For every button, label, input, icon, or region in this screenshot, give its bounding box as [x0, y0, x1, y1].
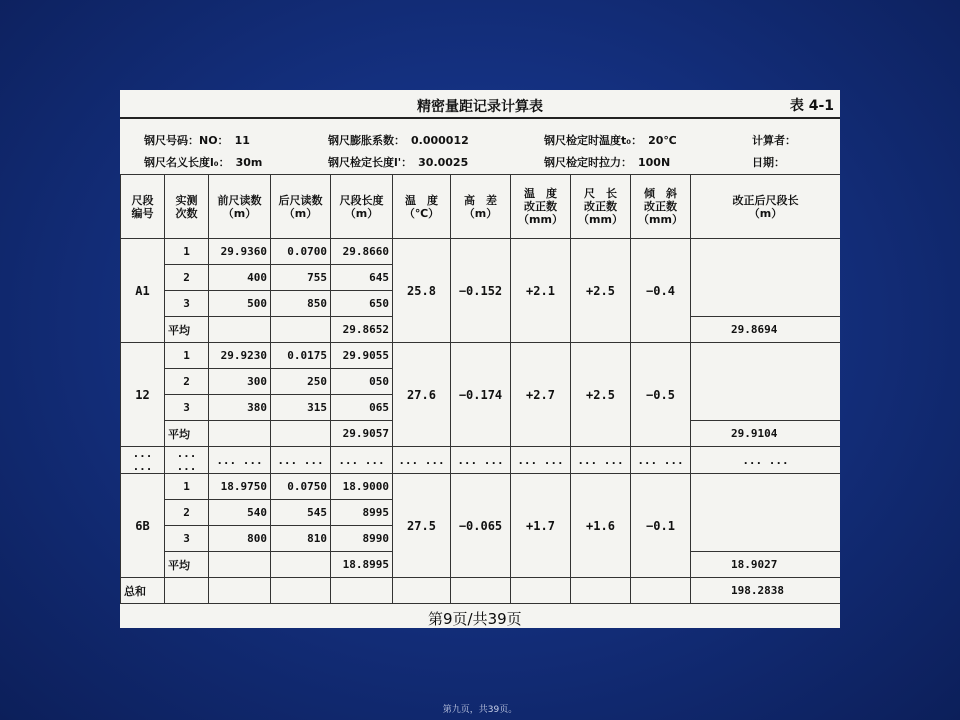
- header-row: [121, 175, 841, 239]
- back-reading: 0.0700: [271, 239, 331, 265]
- col-header: 实测 次数: [165, 175, 209, 239]
- ellipsis-cell: ... ...: [511, 447, 571, 474]
- segment-id: 12: [121, 343, 165, 447]
- col-header: 前尺读数 （m）: [209, 175, 271, 239]
- col-header: 温 度 （℃）: [393, 175, 451, 239]
- trial-number: 2: [165, 265, 209, 291]
- temperature: 27.5: [393, 474, 451, 578]
- front-reading: [209, 317, 271, 343]
- slide-footer: 第九页，共39页。: [442, 705, 518, 715]
- nominal-length: 钢尺名义长度l₀： 30m: [144, 156, 263, 169]
- calculator: 计算者：: [752, 134, 796, 147]
- back-reading: 0.0175: [271, 343, 331, 369]
- temperature: 25.8: [393, 239, 451, 343]
- table-row: [121, 239, 841, 265]
- trial-number: 3: [165, 291, 209, 317]
- average-length: 29.9057: [331, 421, 393, 447]
- date: 日期：: [752, 156, 785, 169]
- ellipsis-row: [121, 447, 841, 474]
- page-indicator: 第9页/共39页: [428, 610, 522, 628]
- empty-cell: [571, 578, 631, 604]
- ellipsis-cell: ... ...: [165, 447, 209, 474]
- temperature: 27.6: [393, 343, 451, 447]
- front-reading: 380: [209, 395, 271, 421]
- corrected-length-blank: [691, 474, 841, 552]
- trial-number: 1: [165, 343, 209, 369]
- segment-length: 050: [331, 369, 393, 395]
- total-label: 总和: [121, 578, 165, 604]
- temperature-correction: +1.7: [511, 474, 571, 578]
- calibration-temperature: 钢尺检定时温度t₀： 20℃: [544, 134, 677, 147]
- back-reading: 810: [271, 526, 331, 552]
- average-label: 平均: [165, 421, 209, 447]
- empty-cell: [451, 578, 511, 604]
- empty-cell: [393, 578, 451, 604]
- table-number: 表 4-1: [789, 98, 834, 114]
- calibration-length: 钢尺检定长度l'： 30.0025: [328, 156, 469, 169]
- back-reading: 0.0750: [271, 474, 331, 500]
- corrected-length: 29.8694: [691, 317, 841, 343]
- average-length: 29.8652: [331, 317, 393, 343]
- empty-cell: [631, 578, 691, 604]
- col-header: 尺 长 改正数 （mm）: [571, 175, 631, 239]
- back-reading: 545: [271, 500, 331, 526]
- col-header: 改正后尺段长 （m）: [691, 175, 841, 239]
- ellipsis-cell: ... ...: [209, 447, 271, 474]
- average-label: 平均: [165, 317, 209, 343]
- length-correction: +2.5: [571, 343, 631, 447]
- tilt-correction: −0.1: [631, 474, 691, 578]
- front-reading: 18.9750: [209, 474, 271, 500]
- trial-number: 2: [165, 500, 209, 526]
- corrected-length-blank: [691, 343, 841, 421]
- ellipsis-cell: ... ...: [393, 447, 451, 474]
- total-length: 198.2838: [691, 578, 841, 604]
- table-row: [121, 343, 841, 369]
- expansion-coefficient: 钢尺膨胀系数： 0.000012: [328, 134, 469, 147]
- segment-length: 065: [331, 395, 393, 421]
- empty-cell: [331, 578, 393, 604]
- back-reading: 755: [271, 265, 331, 291]
- tilt-correction: −0.4: [631, 239, 691, 343]
- total-row: [121, 578, 841, 604]
- front-reading: 540: [209, 500, 271, 526]
- back-reading: 250: [271, 369, 331, 395]
- front-reading: 400: [209, 265, 271, 291]
- col-header: 温 度 改正数 （mm）: [511, 175, 571, 239]
- ellipsis-cell: ... ...: [121, 447, 165, 474]
- table-row: [121, 474, 841, 500]
- segment-length: 18.9000: [331, 474, 393, 500]
- col-header: 尺段长度 （m）: [331, 175, 393, 239]
- ellipsis-cell: ... ...: [631, 447, 691, 474]
- front-reading: 29.9360: [209, 239, 271, 265]
- empty-cell: [209, 578, 271, 604]
- scanned-record-table: [120, 90, 840, 628]
- col-header: 尺段 编号: [121, 175, 165, 239]
- tape-number: 钢尺号码：NO： 11: [144, 134, 250, 147]
- front-reading: 29.9230: [209, 343, 271, 369]
- col-header: 后尺读数 （m）: [271, 175, 331, 239]
- corrected-length-blank: [691, 239, 841, 317]
- segment-length: 650: [331, 291, 393, 317]
- calibration-tension: 钢尺检定时拉力： 100N: [544, 156, 671, 169]
- front-reading: [209, 421, 271, 447]
- front-reading: 300: [209, 369, 271, 395]
- height-difference: −0.152: [451, 239, 511, 343]
- empty-cell: [271, 578, 331, 604]
- trial-number: 3: [165, 526, 209, 552]
- trial-number: 1: [165, 474, 209, 500]
- length-correction: +2.5: [571, 239, 631, 343]
- ellipsis-cell: ... ...: [451, 447, 511, 474]
- title-rule: [120, 117, 840, 119]
- ellipsis-cell: ... ...: [571, 447, 631, 474]
- col-header: 高 差 （m）: [451, 175, 511, 239]
- trial-number: 2: [165, 369, 209, 395]
- back-reading: [271, 317, 331, 343]
- col-header: 倾 斜 改正数 （mm）: [631, 175, 691, 239]
- back-reading: 315: [271, 395, 331, 421]
- doc-title: 精密量距记录计算表: [417, 99, 543, 115]
- ellipsis-cell: ... ...: [271, 447, 331, 474]
- segment-length: 29.9055: [331, 343, 393, 369]
- front-reading: 800: [209, 526, 271, 552]
- ellipsis-cell: ... ...: [691, 447, 841, 474]
- height-difference: −0.174: [451, 343, 511, 447]
- average-length: 18.8995: [331, 552, 393, 578]
- trial-number: 1: [165, 239, 209, 265]
- height-difference: −0.065: [451, 474, 511, 578]
- trial-number: 3: [165, 395, 209, 421]
- corrected-length: 18.9027: [691, 552, 841, 578]
- back-reading: [271, 552, 331, 578]
- record-table: [120, 174, 840, 604]
- front-reading: 500: [209, 291, 271, 317]
- front-reading: [209, 552, 271, 578]
- average-label: 平均: [165, 552, 209, 578]
- corrected-length: 29.9104: [691, 421, 841, 447]
- length-correction: +1.6: [571, 474, 631, 578]
- segment-length: 8995: [331, 500, 393, 526]
- empty-cell: [165, 578, 209, 604]
- temperature-correction: +2.7: [511, 343, 571, 447]
- segment-length: 645: [331, 265, 393, 291]
- segment-id: 6B: [121, 474, 165, 578]
- segment-length: 8990: [331, 526, 393, 552]
- segment-length: 29.8660: [331, 239, 393, 265]
- empty-cell: [511, 578, 571, 604]
- temperature-correction: +2.1: [511, 239, 571, 343]
- segment-id: A1: [121, 239, 165, 343]
- back-reading: [271, 421, 331, 447]
- back-reading: 850: [271, 291, 331, 317]
- ellipsis-cell: ... ...: [331, 447, 393, 474]
- tilt-correction: −0.5: [631, 343, 691, 447]
